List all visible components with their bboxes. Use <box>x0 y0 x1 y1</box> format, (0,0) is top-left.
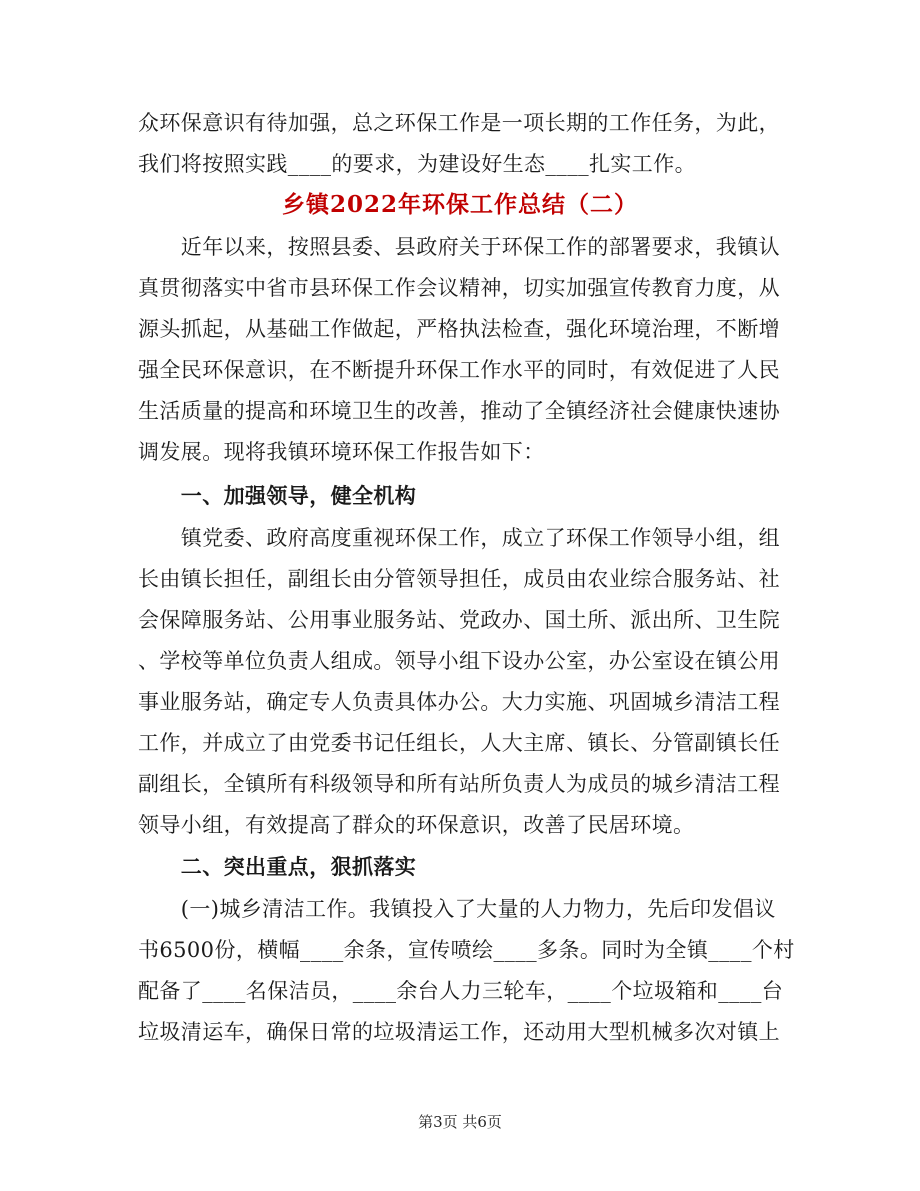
intro-line-1: 近年以来，按照县委、县政府关于环保工作的部署要求，我镇认 <box>138 235 780 259</box>
section1-line-1: 镇党委、政府高度重视环保工作，成立了环保工作领导小组，组 <box>138 526 780 550</box>
continuation-line-2: 我们将按照实践____的要求，为建设好生态____扎实工作。 <box>138 152 696 176</box>
section1-line-6: 工作，并成立了由党委书记任组长，人大主席、镇长、分管副镇长任 <box>138 731 780 755</box>
section2-line-4: 垃圾清运车，确保日常的垃圾清运工作，还动用大型机械多次对镇上 <box>138 1020 780 1044</box>
intro-line-2: 真贯彻落实中省市县环保工作会议精神，切实加强宣传教育力度，从 <box>138 276 780 300</box>
continuation-line-1: 众环保意识有待加强，总之环保工作是一项长期的工作任务，为此， <box>138 111 780 135</box>
section1-line-7: 副组长，全镇所有科级领导和所有站所负责人为成员的城乡清洁工程 <box>138 772 780 796</box>
section2-line-2: 书6500份，横幅____余条，宣传喷绘____多条。同时为全镇____个村 <box>138 938 795 962</box>
section1-line-4: 、学校等单位负责人组成。领导小组下设办公室，办公室设在镇公用 <box>138 649 780 673</box>
section1-line-3: 会保障服务站、公用事业服务站、党政办、国土所、派出所、卫生院 <box>138 608 780 632</box>
section-heading-2: 二、突出重点，狠抓落实 <box>138 854 417 879</box>
intro-line-3: 源头抓起，从基础工作做起，严格执法检查，强化环境治理，不断增 <box>138 317 780 341</box>
section1-line-2: 长由镇长担任，副组长由分管领导担任，成员由农业综合服务站、社 <box>138 567 780 591</box>
intro-line-5: 生活质量的提高和环境卫生的改善，推动了全镇经济社会健康快速协 <box>138 399 780 423</box>
page-number-footer: 第3页 共6页 <box>418 1113 502 1131</box>
section-heading-1: 一、加强领导，健全机构 <box>138 483 417 508</box>
section1-line-8: 领导小组，有效提高了群众的环保意识，改善了民居环境。 <box>138 813 695 837</box>
document-title: 乡镇2022年环保工作总结（二） <box>281 191 638 218</box>
section1-line-5: 事业服务站，确定专人负责具体办公。大力实施、巩固城乡清洁工程 <box>138 690 780 714</box>
section2-line-1: (一)城乡清洁工作。我镇投入了大量的人力物力，先后印发倡议 <box>138 897 776 921</box>
intro-line-6: 调发展。现将我镇环境环保工作报告如下： <box>138 440 545 464</box>
intro-line-4: 强全民环保意识，在不断提升环保工作水平的同时，有效促进了人民 <box>138 358 780 382</box>
section2-line-3: 配备了____名保洁员，____余台人力三轮车，____个垃圾箱和____台 <box>138 979 784 1003</box>
